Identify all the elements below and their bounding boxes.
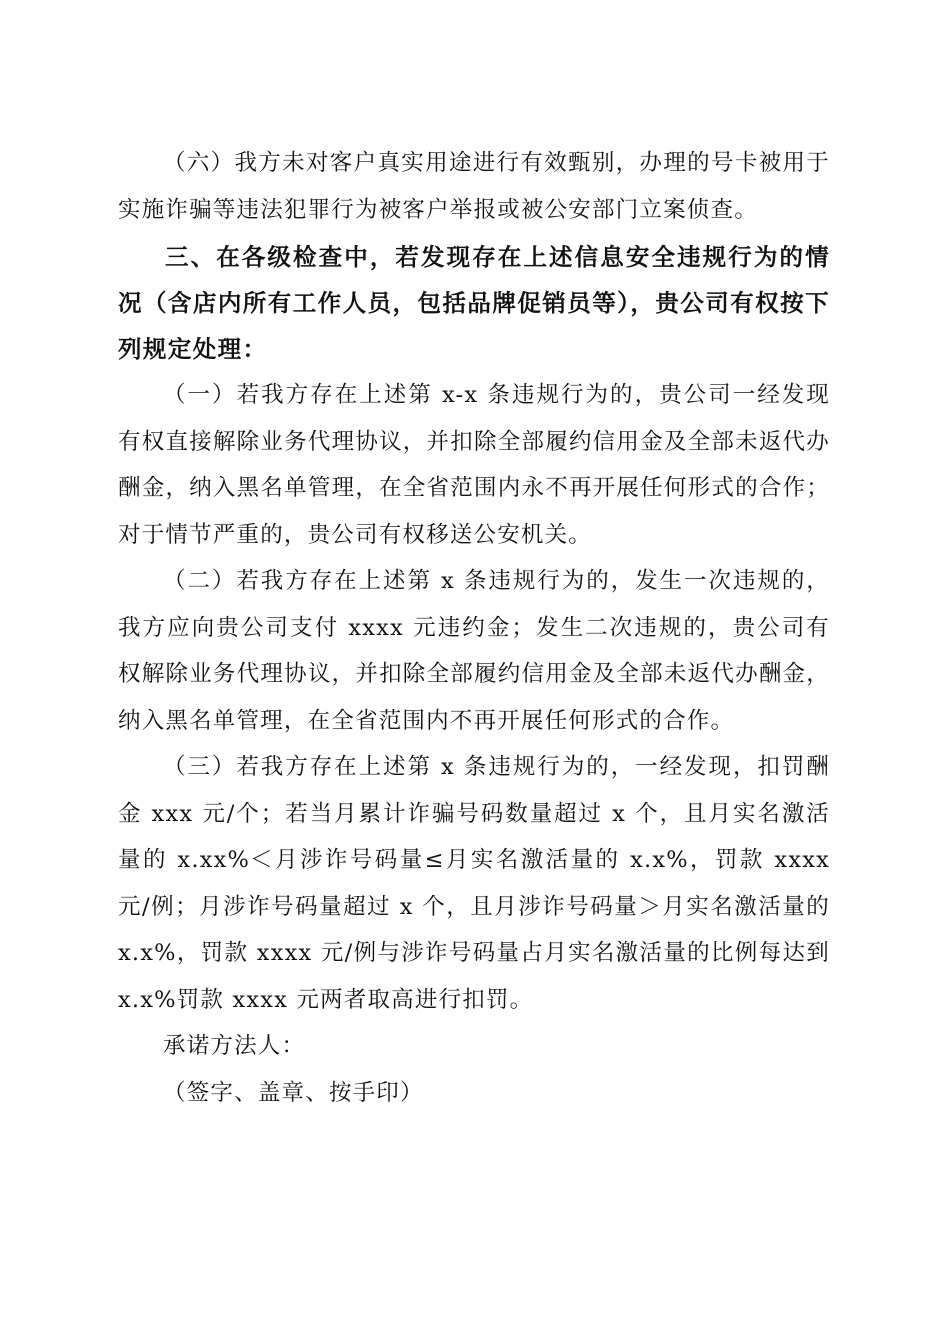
paragraph-rule-2: （二）若我方存在上述第 x 条违规行为的，发生一次违规的，我方应向贵公司支付 xxxx 元违约金；发生二次违规的，贵公司有权解除业务代理协议，并扣除全部履约信用金及全部未返代办酬金，纳入黑名单管理，在全省范围内不再开展任何形式的合作。: [118, 568, 830, 734]
paragraph-rule-3: （三）若我方存在上述第 x 条违规行为的，一经发现，扣罚酬金 xxx 元/个；若当月累计诈骗号码数量超过 x 个，且月实名激活量的 x.xx%＜月涉诈号码量≤月实名激活量的 x.x%，罚款 xxxx 元/例；月涉诈号码量超过 x 个，且月涉诈号码量＞月实名激活量的 x.x%，罚款 xxxx 元/例与涉诈号码量占月实名激活量的比例每达到 x.x%罚款 xxxx 元两者取高进行扣罚。: [118, 754, 830, 1013]
paragraph-item-6: （六）我方未对客户真实用途进行有效甄别，办理的号卡被用于实施诈骗等违法犯罪行为被客户举报或被公安部门立案侦查。: [118, 150, 830, 223]
section-three-heading: 三、在各级检查中，若发现存在上述信息安全违规行为的情况（含店内所有工作人员，包括品牌促销员等），贵公司有权按下列规定处理：: [118, 243, 830, 363]
paragraph-rule-1: （一）若我方存在上述第 x-x 条违规行为的，贵公司一经发现有权直接解除业务代理协议，并扣除全部履约信用金及全部未返代办酬金，纳入黑名单管理，在全省范围内永不再开展任何形式的合作；对于情节严重的，贵公司有权移送公安机关。: [118, 382, 830, 548]
document-page: [118, 140, 830, 1116]
signature-label: 承诺方法人：: [163, 1033, 306, 1059]
signature-instruction: （签字、盖章、按手印）: [163, 1079, 424, 1106]
